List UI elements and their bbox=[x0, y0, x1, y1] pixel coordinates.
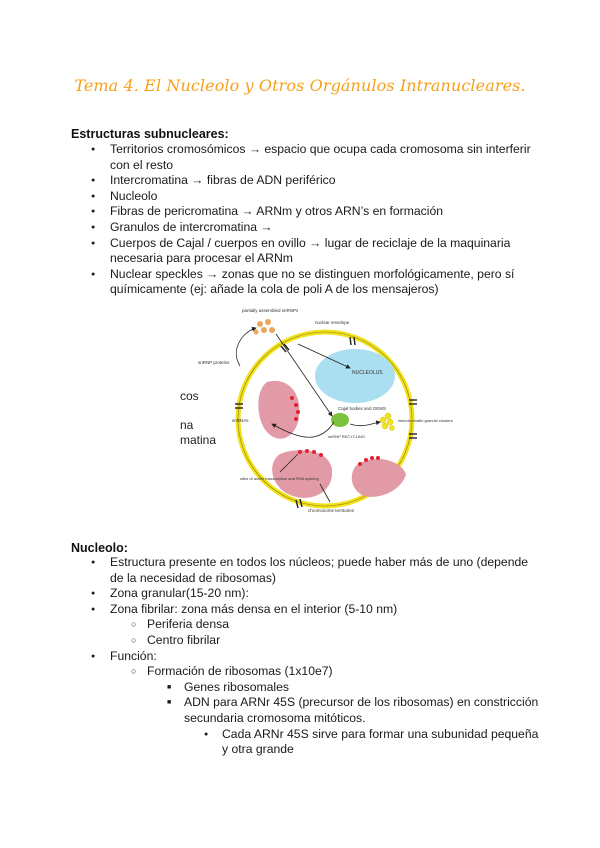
snrnas-label: snRNAs bbox=[232, 418, 249, 423]
list-item: ● Granulos de intercromatina → bbox=[91, 220, 541, 236]
speckles-label: interchromatin granule clusters bbox=[398, 418, 453, 423]
nucleolus-label: NUCLEOLUS bbox=[352, 370, 383, 376]
deep-sublist bbox=[204, 727, 541, 758]
sublist-item-text: Formación de ribosomas (1x10e7) bbox=[147, 664, 333, 679]
sublist bbox=[131, 617, 541, 648]
snrnp-particles bbox=[254, 319, 276, 335]
list-item: ● Zona granular(15-20 nm): bbox=[91, 586, 541, 602]
section-heading-nucleolo: Nucleolo: bbox=[71, 541, 128, 555]
cajal-body bbox=[331, 413, 349, 427]
list-item: ● Nuclear speckles → zonas que no se distinguen morfológicamente, pero sí químicamente (ej: añade la cola de poli A de los mensajeros) bbox=[91, 267, 541, 298]
nucleus-diagram bbox=[180, 304, 453, 518]
cajal-label: Cajal bodies and GEMS bbox=[338, 406, 387, 411]
list-item: ● Estructura presente en todos los núcleos; puede haber más de uno (depende de la necesidad de ribosomas) bbox=[91, 555, 541, 586]
envelope-label: nuclear envelope bbox=[315, 320, 350, 325]
sub-sublist-item: ■ Genes ribosomales bbox=[167, 680, 541, 696]
page-title: Tema 4. El Nucleolo y Otros Orgánulos Intranucleares. bbox=[74, 76, 526, 95]
cut-off-text: cos bbox=[180, 389, 199, 403]
snrnps-label: partially assembled snRNPs bbox=[242, 308, 299, 313]
deep-sublist-item: ● Cada ARNr 45S sirve para formar una subunidad pequeña y otra grande bbox=[204, 727, 541, 758]
sublist bbox=[131, 664, 541, 758]
sub-sublist bbox=[167, 680, 541, 758]
list-item: ● Cuerpos de Cajal / cuerpos en ovillo → lugar de reciclaje de la maquinaria necesaria para procesar el ARNm bbox=[91, 236, 541, 267]
structures-list bbox=[91, 142, 541, 298]
section-heading-structures: Estructuras subnucleares: bbox=[71, 127, 229, 141]
list-item: ● Intercromatina → fibras de ADN periférico bbox=[91, 173, 541, 189]
snrnp-proteins-label: snRNP proteins bbox=[198, 360, 230, 365]
list-item: ● Nucleolo bbox=[91, 189, 541, 205]
recycling-label: snRNP RECYCLING bbox=[328, 434, 366, 439]
list-item-text: Función: bbox=[110, 648, 157, 663]
list-item: ● Territorios cromosómicos → espacio que ocupa cada cromosoma sin interferir con el resto bbox=[91, 142, 541, 173]
sub-sublist-item-text: ADN para ARNr 45S (precursor de los ribosomas) en constricción secundaria cromosoma mitóticos. bbox=[184, 695, 539, 725]
sublist-item: ○ Centro fibrilar bbox=[131, 633, 541, 649]
cut-off-text: matina bbox=[180, 433, 217, 447]
list-item-text: Zona fibrilar: zona más densa en el interior (5-10 nm) bbox=[110, 601, 398, 616]
sublist-item: ○ Periferia densa bbox=[131, 617, 541, 633]
list-item bbox=[91, 649, 541, 758]
sub-sublist-item bbox=[167, 695, 541, 757]
list-item: ● Fibras de pericromatina → ARNm y otros ARN’s en formación bbox=[91, 204, 541, 220]
cut-off-text: na bbox=[180, 418, 194, 432]
sublist-item bbox=[131, 664, 541, 758]
list-item bbox=[91, 602, 541, 649]
nucleolo-list bbox=[91, 555, 541, 758]
territories-label: chromosome territories bbox=[308, 508, 355, 513]
transcription-label: sites of active transcription and RNA splicing bbox=[240, 476, 319, 481]
